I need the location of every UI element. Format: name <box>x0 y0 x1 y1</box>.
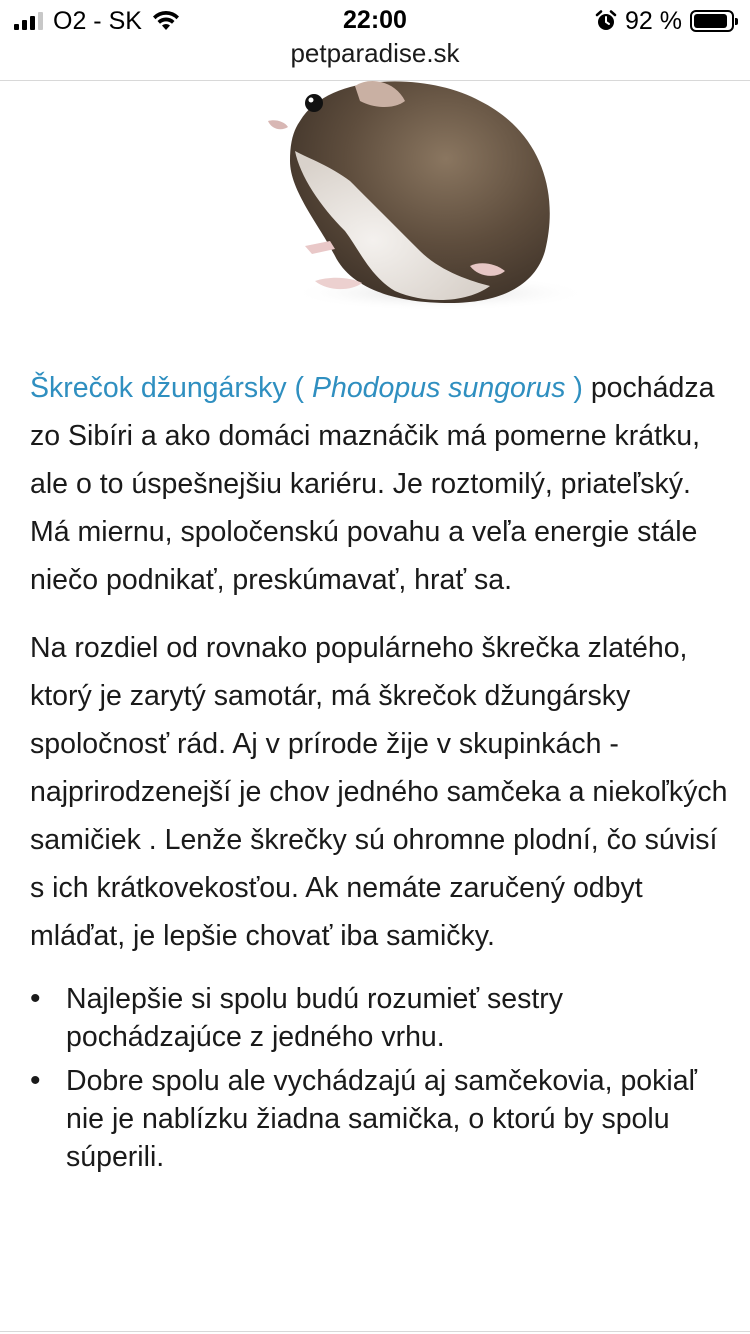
species-link[interactable] <box>30 372 583 404</box>
article-content <box>30 364 730 1182</box>
species-latin-name: Phodopus sungorus <box>311 372 566 404</box>
status-bar <box>0 0 750 40</box>
article-paragraph-2: Na rozdiel od rovnako populárneho škrečka zlatého, ktorý je zarytý samotár, má škrečok džungársky spoločnosť rád. Aj v prírode žije v skupinkách - najprirodzenejší je chov jedného samčeka a niekoľkých samičiek . Lenže škrečky sú ohromne plodní, čo súvisí s ich krátkovekosťou. Ak nemáte zaručený odbyt mláďat, je lepšie chovať iba samičky. <box>30 632 728 952</box>
paragraph-1-text: pochádza zo Sibíri a ako domáci maznáčik má pomerne krátku, ale o to úspešnejšiu kariéru. Je roztomilý, priateľský. Má miernu, spoločenskú povahu a veľa energie stále niečo podnikať, preskúmavať, hrať sa. <box>30 372 715 596</box>
bullet-list <box>30 980 730 1176</box>
hamster-photo <box>0 81 750 343</box>
bullet-item: • Dobre spolu ale vychádzajú aj samčekovia, pokiaľ nie je nablízku žiadna samička, o ktorú by spolu súperili. <box>30 1062 730 1176</box>
alarm-icon <box>595 10 617 32</box>
status-time: 22:00 <box>343 6 407 34</box>
carrier-name: O2 - SK <box>53 6 142 35</box>
species-name: Škrečok džungársky ( <box>30 372 312 404</box>
bottom-divider <box>0 1331 750 1332</box>
species-link-close: ) <box>565 372 583 404</box>
bullet-item: • Najlepšie si spolu budú rozumieť sestry pochádzajúce z jedného vrhu. <box>30 980 730 1056</box>
status-right <box>595 8 734 34</box>
address-bar[interactable]: petparadise.sk <box>290 38 460 68</box>
article-paragraph-1 <box>30 364 730 604</box>
battery-level <box>694 14 727 28</box>
battery-percent: 92 % <box>625 6 682 35</box>
battery-icon <box>690 10 734 32</box>
hamster-illustration <box>0 81 750 343</box>
